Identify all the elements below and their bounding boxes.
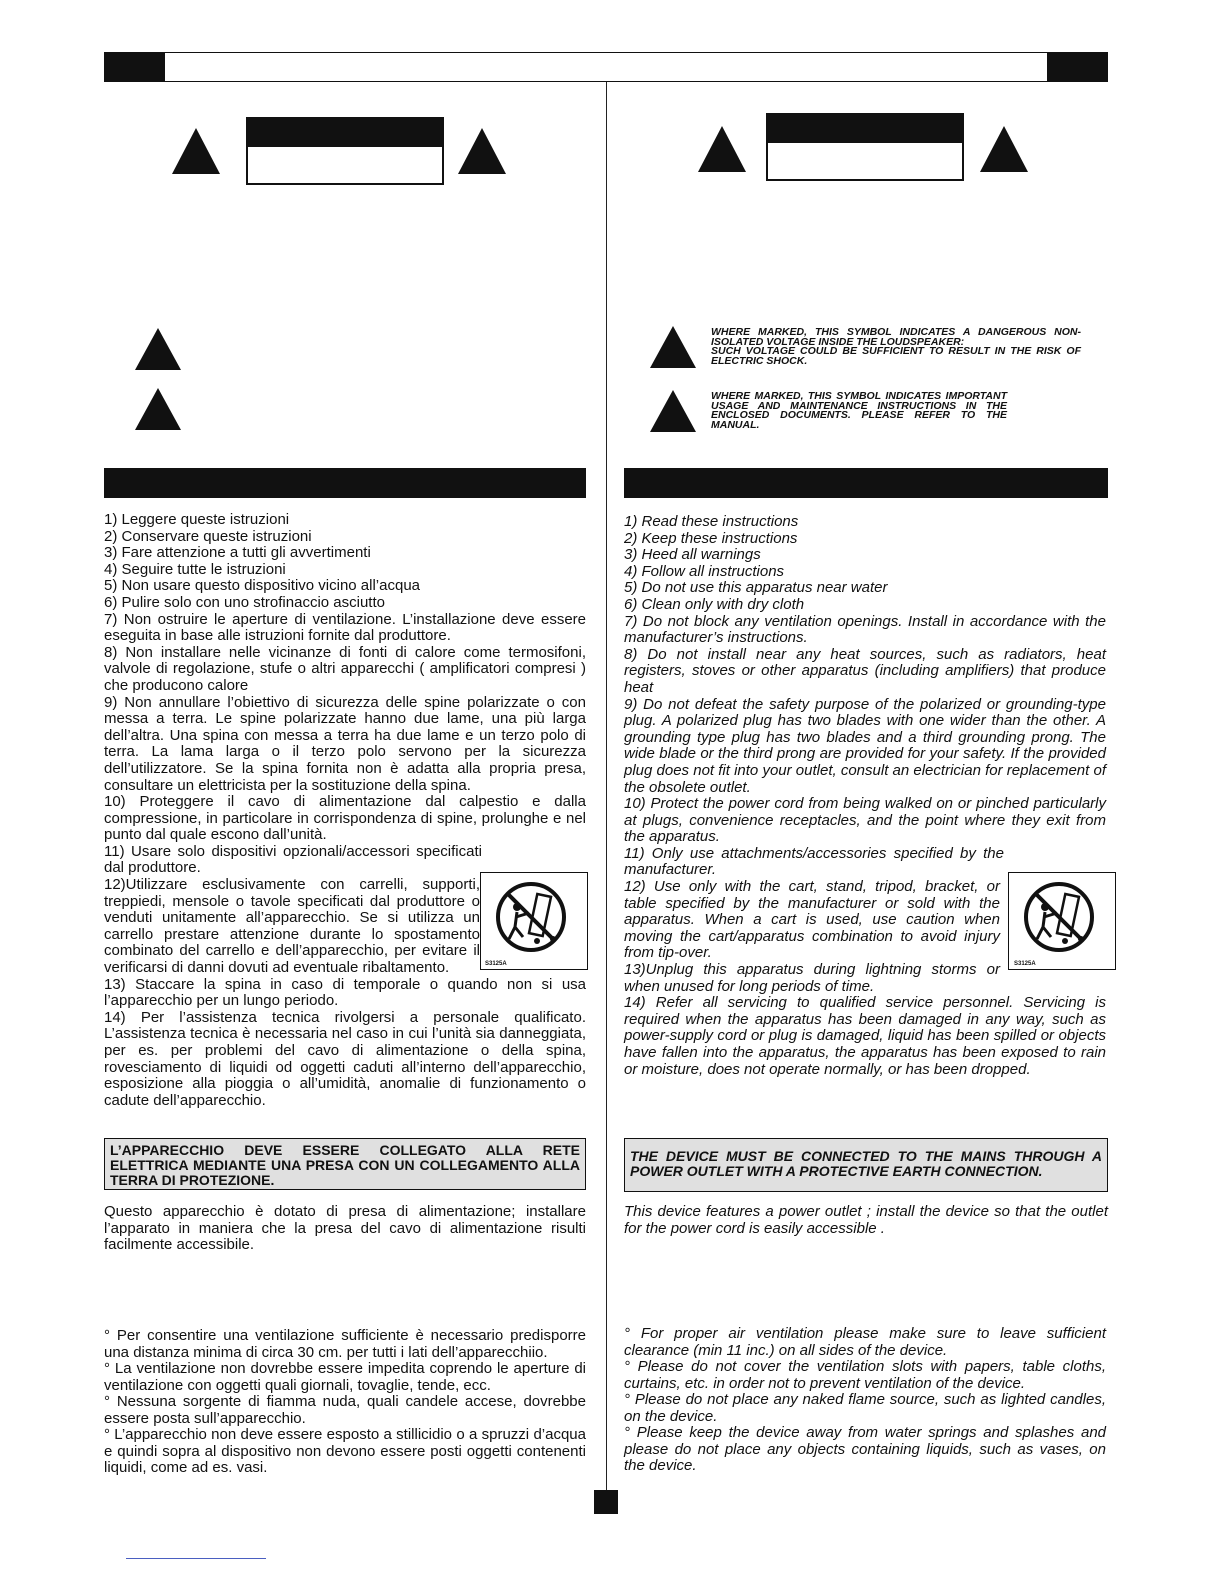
header-block-right xyxy=(1047,53,1107,81)
page-number-block xyxy=(594,1490,618,1514)
cart-warning-icon xyxy=(480,872,588,970)
cart-icon-label: S3125A xyxy=(1014,961,1036,967)
ventilation-list-it xyxy=(104,1328,586,1477)
outlet-text-en: This device features a power outlet ; install the device so that the outlet for the power cord is easily accessible . xyxy=(624,1203,1108,1237)
warning-triangle-icon xyxy=(172,128,220,174)
warning-box xyxy=(766,113,964,181)
list-item: ° La ventilazione non dovrebbe essere impedita coprendo le aperture di ventilazione con oggetti quali giornali, tovaglie, tende, ecc. xyxy=(104,1360,586,1394)
list-item: 9) Non annullare l’obiettivo di sicurezza delle spine polarizzate o con messa a terra. Le spine polarizzate hanno due lame, una più larga dell’altra. Una spina con messa a terra ha due lame e un terzo polo di terra. La lama larga o il terzo polo servono per la sicurezza dell’utilizzatore. Se la spina fornita non è adatta alla propria presa, consultare un elettricista per la sostituzione della spina. xyxy=(104,693,586,794)
list-item: 3) Fare attenzione a tutti gli avvertimenti xyxy=(104,544,371,562)
list-item: 11) Only use attachments/accessories specified by the manufacturer. xyxy=(624,844,1004,879)
list-item: 13) Staccare la spina in caso di temporale o quando non si usa l’apparecchio per un lungo periodo. xyxy=(104,975,586,1010)
outlet-text-it: Questo apparecchio è dotato di presa di alimentazione; installare l’apparato in maniera che la presa del cavo di alimentazione risulti facilmente accessibile. xyxy=(104,1203,586,1253)
list-item: 2) Keep these instructions xyxy=(624,529,798,547)
list-item: 5) Non usare questo dispositivo vicino all’acqua xyxy=(104,577,421,595)
list-item: 12)Utilizzare esclusivamente con carrelli, supporti, treppiedi, mensole o tavole specificati dal produttore o venduti unitamente all’apparecchio. Se si utilizza un carrello prestare attenzione durante lo spostamento combinato del carrello e dell’apparecchio, per evitare il verificarsi di danni dovuti ad eventuale ribaltamento. xyxy=(104,876,480,977)
list-item: ° For proper air ventilation please make sure to leave sufficient clearance (min 11 inc.) on all sides of the device. xyxy=(624,1325,1106,1359)
instructions-list-en xyxy=(624,514,1106,1078)
warning-triangle-icon xyxy=(458,128,506,174)
list-item: 5) Do not use this apparatus near water xyxy=(624,579,888,597)
list-item: 14) Refer all servicing to qualified service personnel. Servicing is required when the apparatus has been damaged in any way, such as power-supply cord or plug is damaged, liquid has been spilled or objects have fallen into the apparatus, the apparatus has been exposed to rain or moisture, does not operate normally, or has been dropped. xyxy=(624,994,1106,1078)
voltage-symbol-icon xyxy=(650,326,696,368)
top-header-bar xyxy=(104,52,1108,82)
list-item: ° Please keep the device away from water springs and splashes and please do not place any objects containing liquids, such as vases, on the device. xyxy=(624,1424,1106,1474)
list-item: 1) Leggere queste istruzioni xyxy=(104,511,290,528)
link-underline xyxy=(126,1558,266,1559)
list-item: 14) Per l’assistenza tecnica rivolgersi a personale qualificato. L’assistenza tecnica è necessaria nel caso in cui l’unità sia danneggiata, per es. per problemi del cavo di alimentazione o della spina, rovesciamento di liquidi od oggetti caduti all’interno dell’apparecchio, esposizione alla pioggia o all’umidità, anomalie di funzionamento o cadute dell’apparecchio. xyxy=(104,1008,586,1109)
list-item: 10) Protect the power cord from being walked on or pinched particularly at plugs, convenience receptacles, and the point where they exit from the apparatus. xyxy=(624,795,1106,846)
warning-triangle-icon xyxy=(698,126,746,172)
voltage-symbol-text: WHERE MARKED, THIS SYMBOL INDICATES A DANGEROUS NON- ISOLATED VOLTAGE INSIDE THE LOUDSPEAKER: SUCH VOLTAGE COULD BE SUFFICIENT TO RESULT IN THE RISK OF ELECTRIC SHOCK. xyxy=(711,326,1081,367)
list-item: 7) Do not block any ventilation openings. Install in accordance with the manufacturer’s instructions. xyxy=(624,612,1106,647)
list-item: ° L’apparecchio non deve essere esposto a stillicidio o a spruzzi d’acqua e quindi sopra al dispositivo non devono essere posti oggetti contenenti liquidi, come ad es. vasi. xyxy=(104,1426,586,1476)
list-item: 13)Unplug this apparatus during lightning storms or when unused for long periods of time. xyxy=(624,961,1000,995)
section-header-bar-it xyxy=(104,468,586,498)
list-item: ° Nessuna sorgente di fiamma nuda, quali candele accese, dovrebbe essere posta sull’apparecchio. xyxy=(104,1393,586,1427)
list-item: 8) Non installare nelle vicinanze di fonti di calore come termosifoni, valvole di regolazione, stufe o altri apparecchi ( amplificatori compresi ) che producono calore xyxy=(104,643,586,694)
list-item: 4) Seguire tutte le istruzioni xyxy=(104,560,286,578)
list-item: 8) Do not install near any heat sources, such as radiators, heat registers, stoves or other apparatus (including amplifiers) that produce heat xyxy=(624,645,1106,696)
list-item: 10) Proteggere il cavo di alimentazione dal calpestio e dalla compressione, in particolare in corrispondenza di spine, prolunghe e nel punto dal quale escono dall’unità. xyxy=(104,793,586,844)
cart-icon-label: S3125A xyxy=(485,961,507,967)
list-item: 6) Clean only with dry cloth xyxy=(624,595,805,613)
header-block-left xyxy=(105,53,165,81)
cart-warning-icon xyxy=(1008,872,1116,970)
list-item: 4) Follow all instructions xyxy=(624,562,785,580)
list-item: 11) Usare solo dispositivi opzionali/accessori specificati dal produttore. xyxy=(104,842,482,877)
earth-notice-it: L’APPARECCHIO DEVE ESSERE COLLEGATO ALLA RETE ELETTRICA MEDIANTE UNA PRESA CON UN COLLEGAMENTO ALLA TERRA DI PROTEZIONE. xyxy=(104,1138,586,1190)
list-item: ° Please do not cover the ventilation slots with papers, table cloths, curtains, etc. in order not to prevent ventilation of the device. xyxy=(624,1358,1106,1392)
earth-notice-en: THE DEVICE MUST BE CONNECTED TO THE MAINS THROUGH A POWER OUTLET WITH A PROTECTIVE EARTH CONNECTION. xyxy=(624,1138,1108,1192)
section-header-bar-en xyxy=(624,468,1108,498)
list-item: 6) Pulire solo con uno strofinaccio asciutto xyxy=(104,593,385,611)
list-item: 1) Read these instructions xyxy=(624,513,799,530)
warning-box xyxy=(246,117,444,185)
list-item: 3) Heed all warnings xyxy=(624,546,761,564)
ventilation-list-en xyxy=(624,1326,1106,1475)
voltage-symbol-icon xyxy=(135,328,181,370)
list-item: ° Please do not place any naked flame source, such as lighted candles, on the device. xyxy=(624,1391,1106,1425)
list-item: 12) Use only with the cart, stand, tripod, bracket, or table specified by the manufacturer or sold with the apparatus. When a cart is used, use caution when moving the cart/apparatus combination to avoid injury from tip-over. xyxy=(624,878,1000,962)
instructions-symbol-text: WHERE MARKED, THIS SYMBOL INDICATES IMPORTANT USAGE AND MAINTENANCE INSTRUCTIONS IN THE ENCLOSED DOCUMENTS. PLEASE REFER TO THE MANUAL. xyxy=(711,390,1007,431)
instructions-symbol-icon xyxy=(650,390,696,432)
column-divider xyxy=(606,82,607,1498)
instructions-list-it xyxy=(104,512,586,1109)
list-item: ° Per consentire una ventilazione sufficiente è necessario predisporre una distanza minima di circa 30 cm. per tutti i lati dell’apparecchiio. xyxy=(104,1327,586,1361)
list-item: 9) Do not defeat the safety purpose of the polarized or grounding-type plug. A polarized plug has two blades with one wider than the other. A grounding type plug has two blades and a third grounding prong. The wide blade or the third prong are provided for your safety. If the provided plug does not fit into your outlet, consult an electrician for replacement of the obsolete outlet. xyxy=(624,695,1106,796)
list-item: 2) Conservare queste istruzioni xyxy=(104,527,312,545)
list-item: 7) Non ostruire le aperture di ventilazione. L’installazione deve essere eseguita in base alle istruzioni fornite dal produttore. xyxy=(104,610,586,645)
instructions-symbol-icon xyxy=(135,388,181,430)
warning-triangle-icon xyxy=(980,126,1028,172)
